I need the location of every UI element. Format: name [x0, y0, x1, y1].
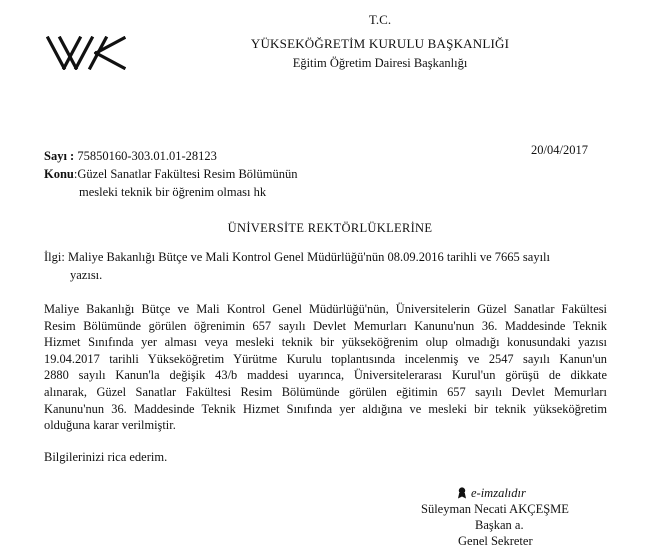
letter-body	[44, 301, 607, 434]
ilgi-line-2: yazısı.	[70, 268, 103, 282]
konu-line-1: :Güzel Sanatlar Fakültesi Resim Bölümünün	[73, 167, 298, 181]
body-line: Maliye Bakanlığı Bütçe ve Mali Kontrol Genel Müdürlüğü'nün, Üniversitelerin Güzel Sanatlar Fakültesi	[44, 302, 607, 316]
sayi-value: 75850160-303.01.01-28123	[77, 149, 217, 163]
header-organization: YÜKSEKÖĞRETİM KURULU BAŞKANLIĞI	[250, 36, 510, 51]
addressee: ÜNİVERSİTE REKTÖRLÜKLERİNE	[227, 221, 433, 235]
esign-label: e-imzalıdır	[471, 486, 526, 500]
letter-date: 20/04/2017	[531, 143, 588, 157]
body-line: olduğuna karar verilmiştir.	[44, 418, 176, 433]
reference	[44, 248, 604, 284]
body-line: Hizmet Sınıfında yer alması veya mesleki teknik bir yükseköğrenim olup olmadığı konusundaki yazısı	[44, 335, 607, 350]
body-line: 2880 sayılı Kanun'la değişik 43/b maddesi uyarınca, Üniversitelerarası Kurul'un görüşü de dikkate	[44, 368, 607, 383]
sayi-label: Sayı :	[44, 149, 75, 163]
closing-text: Bilgilerinizi rica ederim.	[44, 450, 168, 464]
body-line: Resim Bölümünde görülen öğrenimin 657 sayılı Devlet Memurları Kanunu'nun 36. Maddesinde Teknik	[44, 318, 607, 333]
header-tc: T.C.	[368, 12, 392, 27]
signatory-name: Süleyman Necati AKÇEŞME	[421, 502, 569, 516]
ilgi-label: İlgi:	[44, 250, 65, 264]
signature-seal-icon	[457, 487, 467, 499]
body-line: 19.04.2017 tarihli Yükseköğretim Yürütme Kurulu toplantısında incelenmiş ve 2547 sayılı Kanun'un	[44, 351, 607, 366]
body-line: Kanunu'nun 36. Maddesinde Teknik Hizmet Sınıfında yer aldığına ve mesleki bir teknik yükseköğretim	[44, 401, 607, 416]
header-department: Eğitim Öğretim Dairesi Başkanlığı	[292, 56, 468, 70]
subject	[44, 165, 374, 201]
signatory-title: Başkan a.	[475, 518, 524, 532]
ilgi-line-1: Maliye Bakanlığı Bütçe ve Mali Kontrol Genel Müdürlüğü'nün 08.09.2016 tarihli ve 7665 sayılı	[67, 250, 551, 264]
konu-label: Konu	[44, 167, 74, 181]
body-line: alınarak, Güzel Sanatlar Fakültesi Resim Bölümünde görülen eğitimin 657 sayılı Devlet Memurları	[44, 384, 607, 399]
signatory-position: Genel Sekreter	[458, 534, 533, 548]
konu-line-2: mesleki teknik bir öğrenim olması hk	[79, 185, 267, 199]
signature-block	[402, 485, 622, 549]
e-signature-note	[402, 485, 622, 501]
reference-number	[44, 149, 217, 164]
yok-logo	[46, 36, 126, 70]
